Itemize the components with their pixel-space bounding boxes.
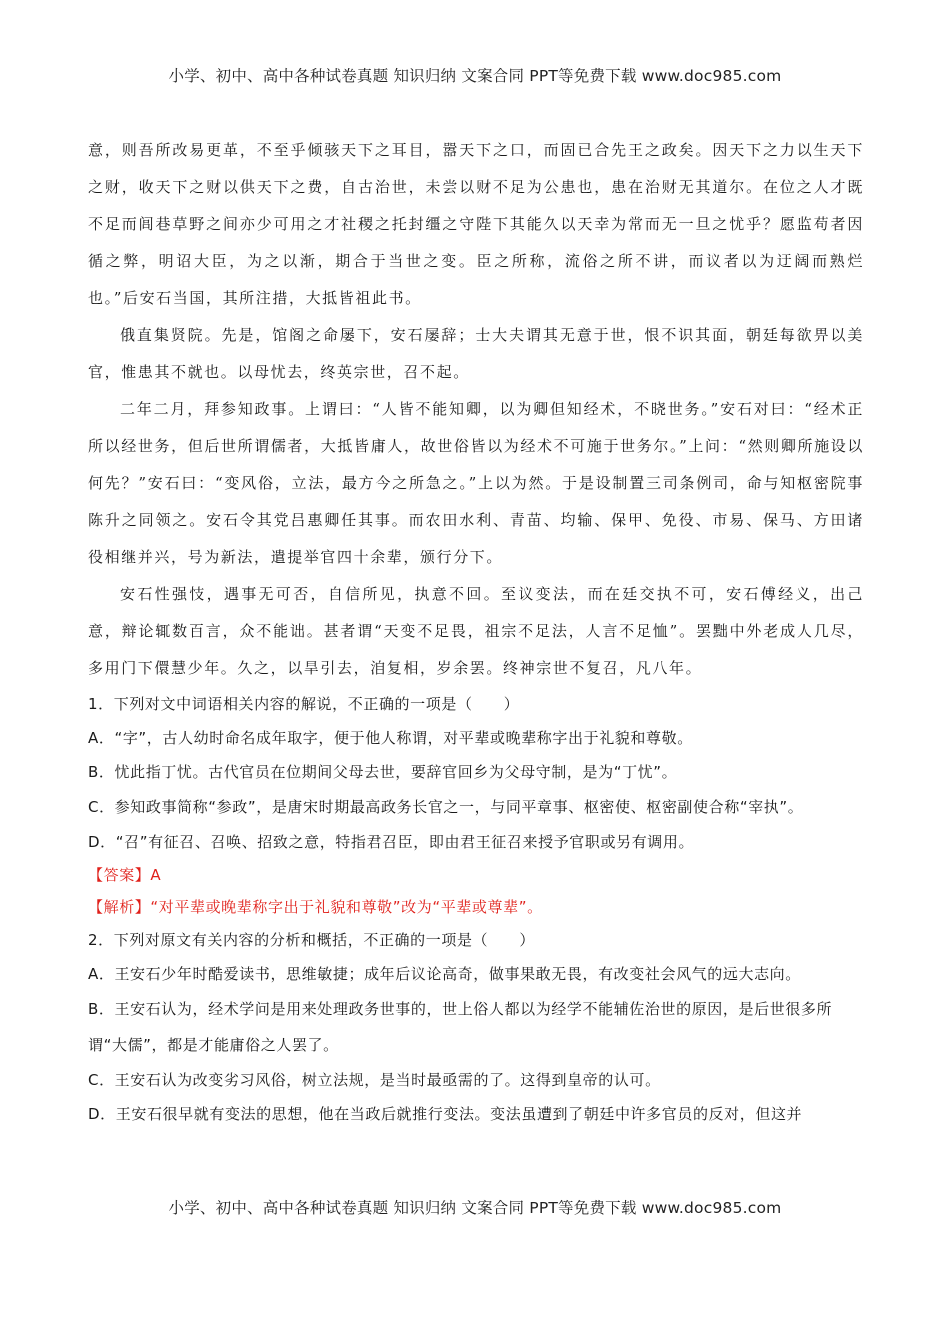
- passage-paragraph: 俄直集贤院。先是，馆阁之命屡下，安石屡辞；士大夫谓其无意于世，恨不识其面，朝廷每欲畀以美官，惟患其不就也。以母忧去，终英宗世，召不起。: [88, 326, 864, 381]
- answer-value: A: [150, 866, 162, 884]
- question-1: [88, 687, 864, 923]
- answer-label: 【答案】: [88, 866, 151, 884]
- option-a: A．“字”，古人幼时命名成年取字，便于他人称谓，对平辈或晚辈称字出于礼貌和尊敬。: [88, 729, 693, 747]
- option-b: B．王安石认为，经术学问是用来处理政务世事的，世上俗人都以为经学不能辅佐治世的原因，是后世很多所谓“大儒”，都是才能庸俗之人罢了。: [88, 1000, 833, 1054]
- document-body: [88, 132, 864, 1131]
- passage-paragraph: 二年二月，拜参知政事。上谓曰：“人皆不能知卿，以为卿但知经术，不晓世务。”安石对曰：“经术正所以经世务，但后世所谓儒者，大抵皆庸人，故世俗皆以为经术不可施于世务尔。”上问：“然则卿所施设以何先？”安石曰：“变风俗，立法，最方今之所急之。”上以为然。于是设制置三司条例司，命与知枢密院事陈升之同领之。安石令其党吕惠卿任其事。而农田水利、青苗、均输、保甲、免役、市易、保马、方田诸役相继并兴，号为新法，遣提举官四十余辈，颁行分下。: [88, 400, 864, 566]
- analysis-label: 【解析】: [88, 898, 151, 916]
- answer-line: [88, 859, 864, 891]
- option-d: D．“召”有征召、召唤、招致之意，特指君召臣，即由君王征召来授予官职或另有调用。: [88, 833, 695, 851]
- passage: [88, 132, 864, 687]
- passage-paragraph: 安石性强忮，遇事无可否，自信所见，执意不回。至议变法，而在廷交执不可，安石傅经义，出己意，辩论辄数百言，众不能诎。甚者谓“天变不足畏，祖宗不足法，人言不足恤”。罢黜中外老成人几尽，多用门下儇慧少年。久之，以旱引去，洎复相，岁余罢。终神宗世不复召，凡八年。: [88, 585, 864, 677]
- question-stem: 2．下列对原文有关内容的分析和概括，不正确的一项是（ ）: [88, 931, 535, 949]
- option-a: A．王安石少年时酷爱读书，思维敏捷；成年后议论高奇，做事果敢无畏，有改变社会风气的远大志向。: [88, 965, 801, 983]
- question-2: [88, 923, 864, 1131]
- option-d: D．王安石很早就有变法的思想，他在当政后就推行变法。变法虽遭到了朝廷中许多官员的反对，但这并: [88, 1105, 803, 1123]
- page-footer: 小学、初中、高中各种试卷真题 知识归纳 文案合同 PPT等免费下载 www.doc985.com: [168, 1199, 782, 1217]
- passage-paragraph: 意，则吾所改易更革，不至乎倾骇天下之耳目，嚣天下之口，而固已合先王之政矣。因天下之力以生天下之财，收天下之财以供天下之费，自古治世，未尝以财不足为公患也，患在治财无其道尔。在位之人才既不足而闾巷草野之间亦少可用之才社稷之托封缰之守陛下其能久以天幸为常而无一旦之忧乎？愿监苟者因循之弊，明诏大臣，为之以渐，期合于当世之变。臣之所称，流俗之所不讲，而议者以为迂阔而熟烂也。”后安石当国，其所注措，大抵皆祖此书。: [88, 141, 864, 307]
- analysis-line: [88, 891, 864, 923]
- option-c: C．参知政事简称“参政”，是唐宋时期最高政务长官之一，与同平章事、枢密使、枢密副使合称“宰执”。: [88, 798, 804, 816]
- page-header: 小学、初中、高中各种试卷真题 知识归纳 文案合同 PPT等免费下载 www.doc985.com: [168, 67, 782, 85]
- analysis-text: “对平辈或晚辈称字出于礼貌和尊敬”改为“平辈或尊辈”。: [150, 898, 543, 916]
- option-c: C．王安石认为改变劣习风俗，树立法规，是当时最亟需的了。这得到皇帝的认可。: [88, 1071, 661, 1089]
- option-b: B．忧此指丁忧。古代官员在位期间父母去世，要辞官回乡为父母守制，是为“丁忧”。: [88, 763, 678, 781]
- question-stem: 1．下列对文中词语相关内容的解说，不正确的一项是（ ）: [88, 695, 520, 713]
